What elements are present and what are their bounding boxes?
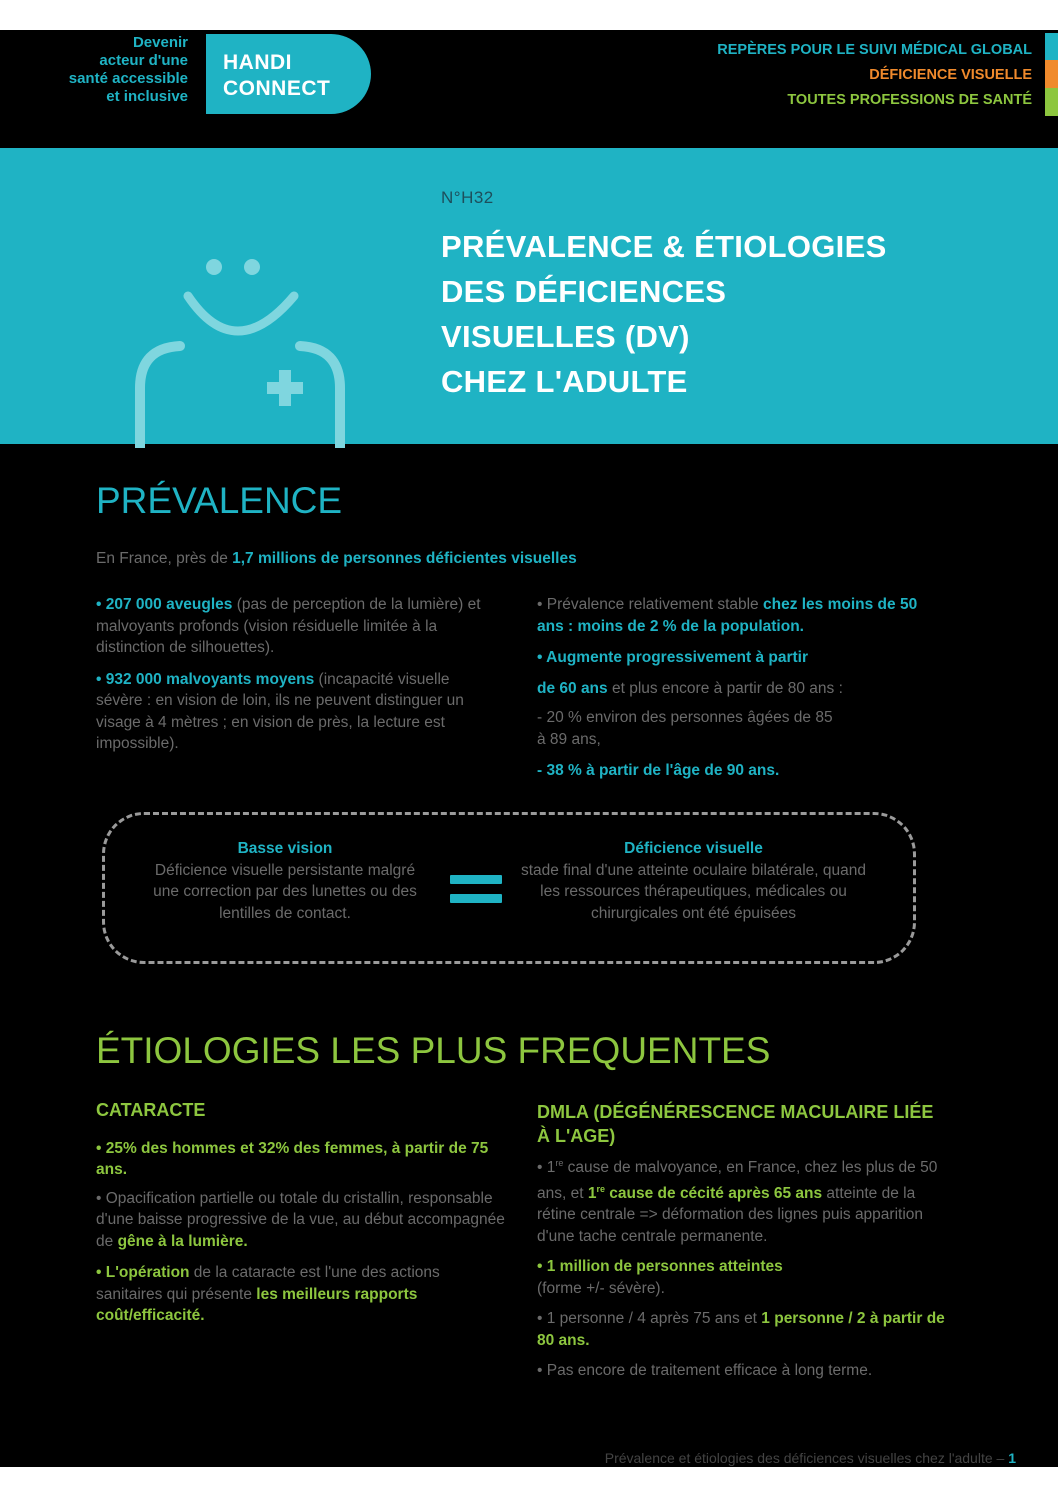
title-banner <box>0 148 1058 444</box>
bullet-blind-highlight: • 207 000 aveugles <box>96 596 233 613</box>
tagline <box>20 34 188 106</box>
page-number: 1 <box>1008 1450 1016 1466</box>
prevalence-right-column <box>537 594 947 782</box>
cataract-stat: • 25% des hommes et 32% des femmes, à partir de 75 ans. <box>96 1139 489 1178</box>
document-title <box>441 224 887 404</box>
title-line: PRÉVALENCE & ÉTIOLOGIES <box>441 229 887 264</box>
amd-affected: • 1 million de personnes atteintes <box>537 1258 783 1276</box>
bullet-stable-highlight: chez les moins de 50 ans : moins de 2 % de la population. <box>537 596 918 635</box>
title-line: CHEZ L'ADULTE <box>441 364 688 399</box>
amd-sup-2: re <box>596 1183 605 1194</box>
operation-highlight: • L'opération <box>96 1264 190 1281</box>
title-line: VISUELLES (DV) <box>441 319 690 354</box>
bullet-moderate-highlight: • 932 000 malvoyants moyens <box>96 670 315 688</box>
amd-cause-a: • 1 <box>537 1159 556 1177</box>
amd-cause-c: atteinte de la rétine centrale => déformation des lignes puis apparition d'une tache centrale permanente. <box>537 1184 924 1245</box>
bullet-increase-cont <box>537 678 947 700</box>
bullet-moderate-text: (incapacité visuelle sévère : en vision de loin, ils ne peuvent distinguer un visage à 4 mètres ; en vision de près, la lecture est impossible). <box>96 670 464 752</box>
tagline-line: Devenir <box>132 34 188 51</box>
cataract-operation <box>96 1262 506 1327</box>
visual-impairment-text: stade final d'une atteinte oculaire bilatérale, quand les ressources thérapeutiques, médicales ou chirurgicales ont été épuisées <box>520 861 867 922</box>
low-vision-definition <box>140 838 430 924</box>
amd-sup: re <box>555 1158 564 1168</box>
amd-age-stat <box>537 1308 949 1351</box>
prevalence-intro <box>96 548 856 570</box>
color-bar-green <box>1045 88 1058 116</box>
prevalence-heading: PRÉVALENCE <box>96 480 343 521</box>
amd-blindness-a: 1 <box>587 1184 597 1202</box>
tagline-line: acteur d'une <box>99 52 188 69</box>
bullet-stable-text: • Prévalence relativement stable <box>537 596 763 613</box>
amd-treatment: • Pas encore de traitement efficace à long terme. <box>537 1362 873 1380</box>
amd-blindness-b: cause de cécité après 65 ans <box>604 1184 823 1202</box>
low-vision-title: Basse vision <box>237 840 333 857</box>
tagline-line: santé accessible <box>68 70 188 87</box>
age-80-text: et plus encore à partir de 80 ans : <box>607 679 843 697</box>
amd-age-text: • 1 personne / 4 après 75 ans et <box>537 1310 762 1328</box>
amd-title: DMLA (DÉGÉNÉRESCENCE MACULAIRE LIÉE À L'AGE) <box>537 1102 934 1146</box>
footer-text: Prévalence et étiologies des déficiences visuelles chez l'adulte – <box>604 1450 1009 1466</box>
low-vision-text: Déficience visuelle persistante malgré une correction par des lunettes ou des lentilles de contact. <box>153 861 417 922</box>
category-professions: TOUTES PROFESSIONS DE SANTÉ <box>787 92 1032 108</box>
bullet-increase: • Augmente progressivement à partir <box>537 649 809 666</box>
cost-effectiveness-highlight: les meilleurs rapports coût/efficacité. <box>96 1285 418 1324</box>
page-footer <box>605 1450 1016 1466</box>
glare-highlight: gêne à la lumière. <box>117 1232 248 1250</box>
logo-line-1: HANDI <box>223 51 292 74</box>
amd-column <box>537 1100 949 1382</box>
bullet-blind <box>96 594 496 659</box>
health-professional-icon <box>130 218 360 448</box>
equals-sign-bottom <box>450 894 502 903</box>
intro-text: En France, près de <box>96 550 233 567</box>
category-global: REPÈRES POUR LE SUIVI MÉDICAL GLOBAL <box>717 42 1032 58</box>
operation-text: de la cataracte est l'une des actions sanitaires qui présente <box>96 1264 440 1303</box>
stat-90: - 38 % à partir de l'âge de 90 ans. <box>537 762 780 779</box>
visual-impairment-definition <box>515 838 872 924</box>
prevalence-left-column <box>96 594 496 755</box>
title-line: DES DÉFICIENCES <box>441 274 727 309</box>
cataract-title: CATARACTE <box>96 1100 206 1120</box>
color-bar-teal <box>1045 33 1058 60</box>
bullet-moderate <box>96 669 496 755</box>
cataract-description-text: • Opacification partielle ou totale du cristallin, responsable d'une baisse progressive de la vue, au début accompagnée de <box>96 1189 505 1250</box>
bullet-blind-text: (pas de perception de la lumière) et malvoyants profonds (vision résiduelle limitée à la distinction de silhouettes). <box>96 596 481 656</box>
intro-highlight: 1,7 millions de personnes déficientes visuelles <box>232 550 577 567</box>
equals-sign-top <box>450 875 502 884</box>
page <box>0 30 1058 1467</box>
logo-line-2: CONNECT <box>223 77 331 100</box>
category-visual: DÉFICIENCE VISUELLE <box>869 67 1032 83</box>
bullet-stable <box>537 594 947 637</box>
amd-age-highlight: 1 personne / 2 à partir de 80 ans. <box>537 1310 945 1349</box>
cataract-column <box>96 1100 506 1327</box>
stat-85-89: - 20 % environ des personnes âgées de 85 à 89 ans, <box>537 709 833 748</box>
amd-affected-note: (forme +/- sévère). <box>537 1279 665 1297</box>
visual-impairment-title: Déficience visuelle <box>624 840 763 857</box>
etiologies-heading: ÉTIOLOGIES LES PLUS FREQUENTES <box>96 1030 771 1071</box>
age-60-highlight: de 60 ans <box>537 679 608 697</box>
amd-cause-b: cause de malvoyance, en France, chez les plus de 50 ans, et <box>537 1159 938 1202</box>
cataract-description <box>96 1188 506 1253</box>
document-reference: N°H32 <box>441 188 494 207</box>
handiconnect-logo <box>206 34 371 114</box>
color-bar-orange <box>1045 60 1058 88</box>
tagline-line: et inclusive <box>106 88 188 105</box>
amd-leading-cause <box>537 1153 949 1247</box>
